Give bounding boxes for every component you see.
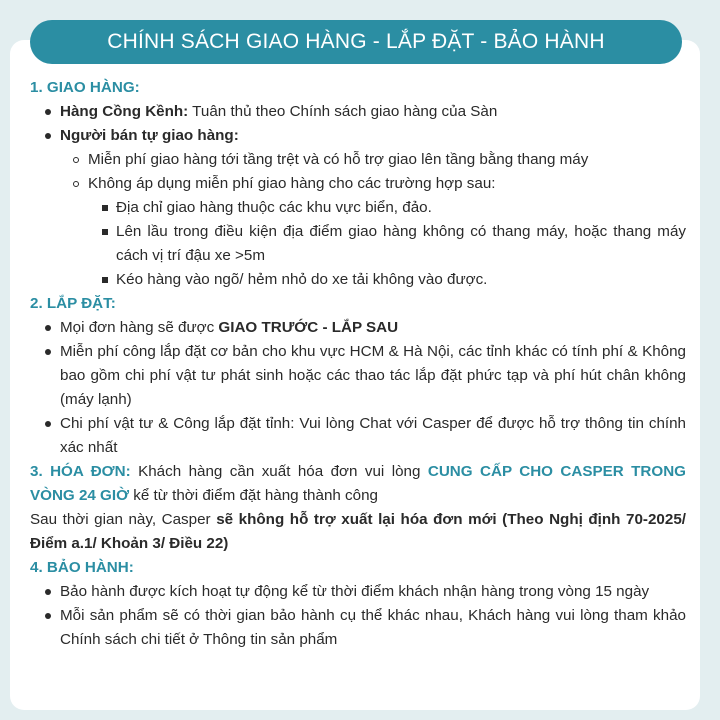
policy-title-banner bbox=[30, 20, 682, 64]
invoice-note-text: Sau thời gian này, Casper bbox=[30, 511, 217, 528]
policy-content bbox=[30, 76, 686, 652]
invoice-text: kể từ thời điểm đặt hàng thành công bbox=[129, 487, 378, 504]
bold-label: Hàng Cồng Kềnh: bbox=[60, 103, 189, 120]
section-heading-invoice: 3. HÓA ĐƠN: bbox=[30, 463, 131, 480]
section-heading-installation: 2. LẮP ĐẶT: bbox=[30, 295, 116, 312]
section-heading-warranty: 4. BẢO HÀNH: bbox=[30, 559, 134, 576]
section-heading-delivery: 1. GIAO HÀNG: bbox=[30, 79, 140, 96]
sub-list-item: Không áp dụng miễn phí giao hàng cho các trường hợp sau: bbox=[30, 172, 686, 196]
item-text: Tuân thủ theo Chính sách giao hàng của Sàn bbox=[188, 103, 498, 120]
invoice-text: Khách hàng cần xuất hóa đơn vui lòng bbox=[130, 463, 428, 480]
list-item: Miễn phí công lắp đặt cơ bản cho khu vực HCM & Hà Nội, các tỉnh khác có tính phí & Không bao gồm chi phí vật tư phát sinh hoặc các thao tác lắp đặt phức tạp và phí hút chân không (máy lạnh) bbox=[30, 340, 686, 412]
invoice-note-bold: sẽ không hỗ trợ xuất lại hóa đơn mới (Theo Nghị định 70-2025/ Điểm a.1/ Khoản 3/ Điều 22) bbox=[30, 511, 686, 552]
list-item: Mỗi sản phẩm sẽ có thời gian bảo hành cụ thể khác nhau, Khách hàng vui lòng tham khảo Chính sách chi tiết ở Thông tin sản phẩm bbox=[30, 604, 686, 652]
list-item bbox=[30, 316, 686, 340]
policy-title: CHÍNH SÁCH GIAO HÀNG - LẮP ĐẶT - BẢO HÀNH bbox=[107, 30, 605, 53]
invoice-note bbox=[30, 508, 686, 556]
invoice-paragraph bbox=[30, 460, 686, 508]
bold-label: GIAO TRƯỚC - LẮP SAU bbox=[218, 319, 399, 336]
list-item: Bảo hành được kích hoạt tự động kể từ thời điểm khách nhận hàng trong vòng 15 ngày bbox=[30, 580, 686, 604]
list-item bbox=[30, 100, 686, 124]
sub-list-item: Miễn phí giao hàng tới tầng trệt và có hỗ trợ giao lên tầng bằng thang máy bbox=[30, 148, 686, 172]
item-text: Mọi đơn hàng sẽ được bbox=[60, 319, 219, 336]
bold-label: Người bán tự giao hàng: bbox=[60, 127, 239, 144]
list-item: Chi phí vật tư & Công lắp đặt tỉnh: Vui lòng Chat với Casper để được hỗ trợ thông tin chính xác nhất bbox=[30, 412, 686, 460]
sub-sub-list-item: Lên lầu trong điều kiện địa điểm giao hàng không có thang máy, hoặc thang máy cách vị trí đậu xe >5m bbox=[30, 220, 686, 268]
sub-sub-list-item: Địa chỉ giao hàng thuộc các khu vực biển, đảo. bbox=[30, 196, 686, 220]
list-item bbox=[30, 124, 686, 148]
sub-sub-list-item: Kéo hàng vào ngõ/ hẻm nhỏ do xe tải không vào được. bbox=[30, 268, 686, 292]
invoice-highlight: CUNG CẤP CHO CASPER TRONG VÒNG 24 GIỜ bbox=[30, 463, 686, 504]
